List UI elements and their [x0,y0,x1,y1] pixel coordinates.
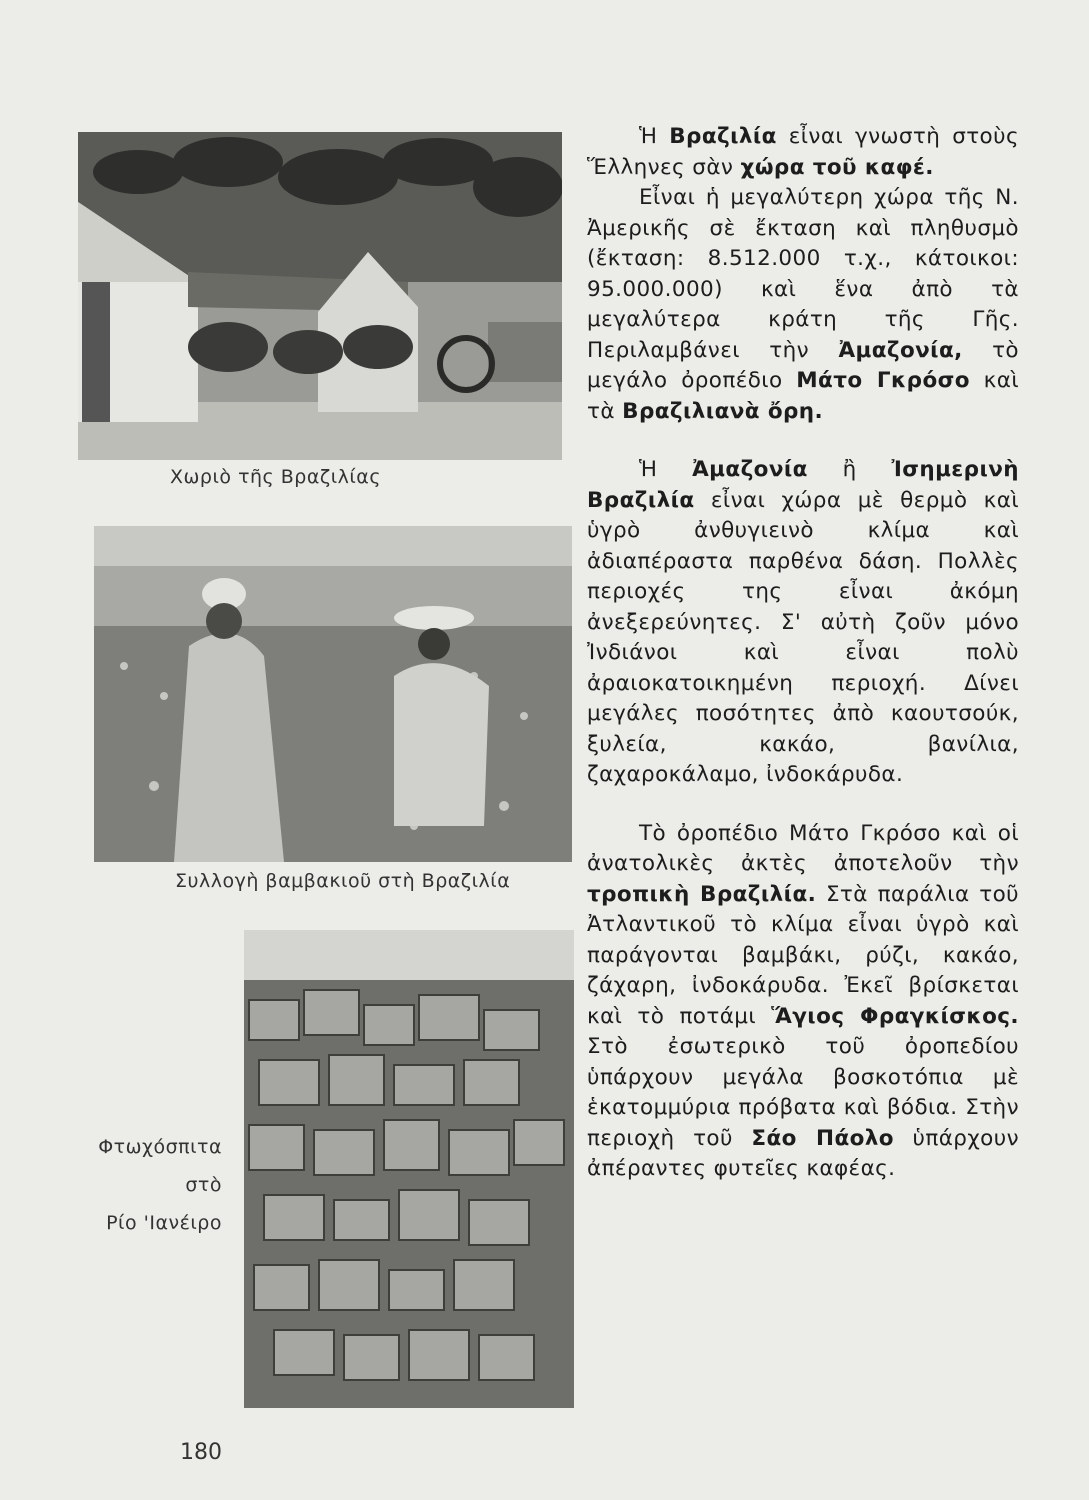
caption-line: Φτωχόσπιτα [98,1136,222,1158]
paragraph-brazil-intro: Ἡ Βραζιλία εἶναι γνωστὴ στοὺς Ἕλληνες σὰν χώρα τοῦ καφέ. [587,124,1019,180]
photo-rio-favela-caption [60,1128,222,1242]
paragraph-brazil-size: Εἶναι ἡ μεγαλύτερη χώρα τῆς Ν. Ἀμερικῆς σὲ ἔκταση καὶ πληθυσμὸ (ἔκταση: 8.512.000 τ.χ., κάτοικοι: 95.000.000) καὶ ἕνα ἀπὸ τὰ μεγαλύτερα κράτη τῆς Γῆς. Περιλαμβάνει τὴν Ἀμαζονία, τὸ μεγάλο ὀροπέδιο Μάτο Γκρόσο καὶ τὰ Βραζιλιανὰ ὄρη. [587,185,1020,424]
photo-brazil-village [78,132,562,460]
paragraph-amazonia: Ἡ Ἀμαζονία ἢ Ἰσημερινὴ Βραζιλία εἶναι χώρα μὲ θερμὸ καὶ ὑγρὸ ἀνθυγιεινὸ κλίμα καὶ ἀδιαπέραστα παρθένα δάση. Πολλὲς περιοχές της εἶναι ἀκόμη ἀνεξερεύνητες. Σ' αὐτὴ ζοῦν μόνο Ἰνδιάνοι καὶ εἶναι πολὺ ἀραιοκατοικημένη περιοχή. Δίνει μεγάλες ποσότητες ἀπὸ καουτσούκ, ξυλεία, κακάο, βανίλια, ζαχαροκάλαμο, ἰνδοκάρυδα. [587,457,1019,787]
photo-rio-favela [244,930,574,1408]
caption-line: Ρίο 'Ιανέιρο [106,1212,222,1234]
photo-cotton-picking-caption: Συλλογὴ βαμβακιοῦ στὴ Βραζιλία [175,870,511,892]
caption-line: στὸ [185,1174,222,1196]
photo-cotton-picking [94,526,572,862]
paragraph-tropical-brazil: Τὸ ὀροπέδιο Μάτο Γκρόσο καὶ οἱ ἀνατολικὲς ἀκτὲς ἀποτελοῦν τὴν τροπικὴ Βραζιλία. Στὰ παράλια τοῦ Ἀτλαντικοῦ τὸ κλίμα εἶναι ὑγρὸ καὶ παράγονται βαμβάκι, ρύζι, κακάο, ζάχαρη, ἰνδοκάρυδα. Ἐκεῖ βρίσκεται καὶ τὸ ποτάμι Ἅγιος Φραγκίσκος. Στὸ ἐσωτερικὸ τοῦ ὀροπεδίου ὑπάρχουν μεγάλα βοσκοτόπια μὲ ἑκατομμύρια πρόβατα καὶ βόδια. Στὴν περιοχὴ τοῦ Σάο Πάολο ὑπάρχουν ἀπέραντες φυτεῖες καφέας. [587,820,1019,1181]
page-number: 180 [180,1440,222,1465]
text-column [587,122,1019,1185]
photo-brazil-village-caption: Χωριὸ τῆς Βραζιλίας [170,466,381,488]
